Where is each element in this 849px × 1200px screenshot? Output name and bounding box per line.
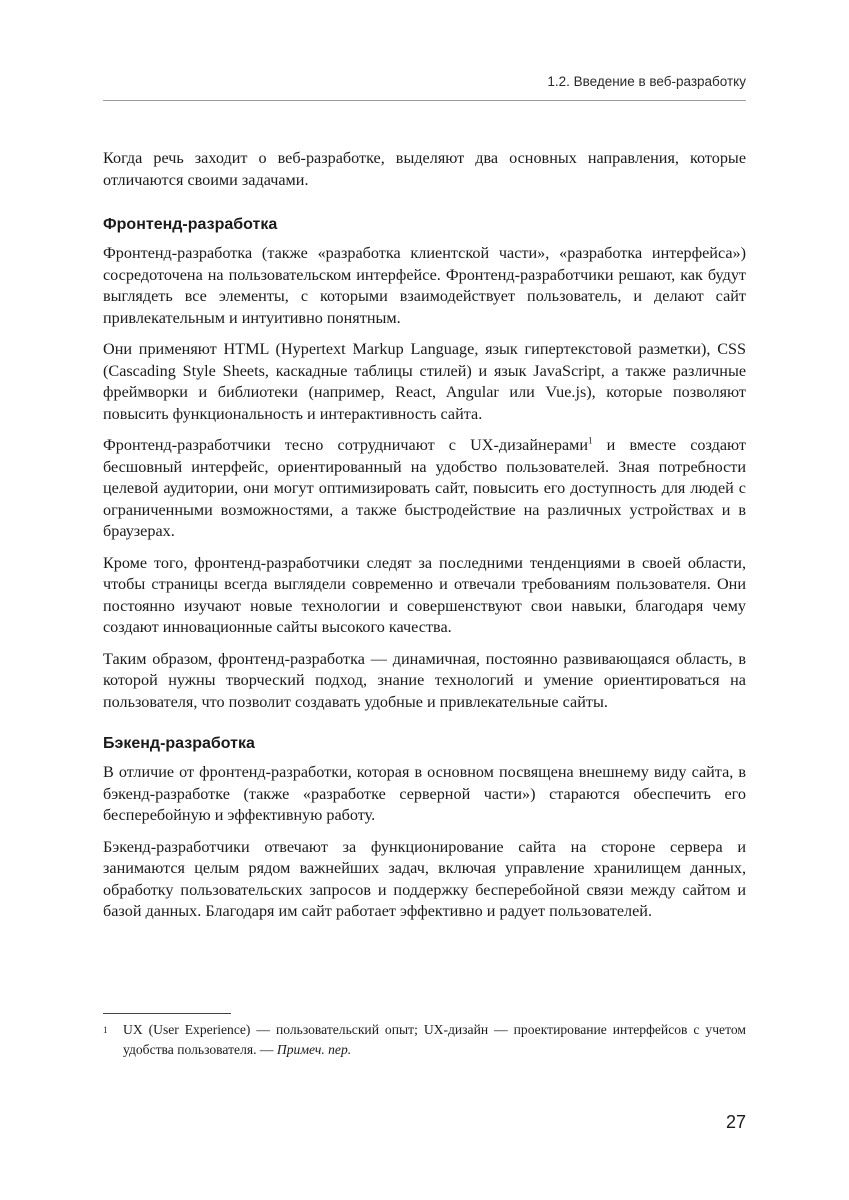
page-body — [103, 148, 746, 933]
footnote — [103, 1020, 746, 1060]
footnote-attribution: Примеч. пер. — [276, 1042, 352, 1057]
footnote-body — [123, 1020, 746, 1060]
footnote-reference: 1 — [588, 435, 593, 446]
paragraph: Таким образом, фронтенд-разработка — динамичная, постоянно развивающаяся область, в которой нужны творческий подход, знание технологий и умение ориентироваться на пользователя, что позволит создавать удобные и привлекательные сайты. — [103, 649, 746, 711]
paragraph-text: Фронтенд-разработчики тесно сотрудничают с UX-дизайнерами — [103, 436, 589, 454]
footnote-mark: 1 — [103, 1025, 108, 1035]
paragraph: В отличие от фронтенд-разработки, которая в основном посвящена внешнему виду сайта, в бэкенд-разработке (также «разработке серверной части») стараются обеспечить его бесперебойную и эффективную работу. — [103, 763, 746, 824]
running-header — [103, 70, 746, 101]
paragraph: Фронтенд-разработка (также «разработка клиентской части», «разработка интерфейса») сосредоточена на пользовательском интерфейсе. Фронтенд-разработчики решают, как будут выглядеть все элементы, с которыми взаимодействует пользователь, и делают сайт привлекательным и интуитивно понятным. — [103, 244, 746, 327]
paragraph: Они применяют HTML (Hypertext Markup Language, язык гипертекстовой разметки), CSS (Cascading Style Sheets, каскадные таблицы стилей) и язык JavaScript, а также различные фреймворки и библиотеки (например, React, Angular или Vue.js), которые позволяют повысить функциональность и интерактивность сайта. — [103, 340, 746, 423]
paragraph-text: и вместе создают бесшовный интерфейс, ориентированный на удобство пользователей. Зная потребности целевой аудитории, они могут оптимизировать сайт, повысить его доступность для людей с ограниченными возможностями, а также быстродействие на различных устройствах и в браузерах. — [103, 436, 746, 540]
intro-paragraph: Когда речь заходит о веб-разработке, выделяют два основных направления, которые отличаются своими задачами. — [103, 149, 746, 189]
section-heading-frontend: Фронтенд-разработка — [103, 216, 278, 233]
paragraph-with-footnote — [103, 435, 746, 543]
footnote-text: UX (User Experience) — пользовательский опыт; UX-дизайн — проектирование интерфейсов с учетом удобства пользователя. — — [123, 1022, 746, 1057]
paragraph: Бэкенд-разработчики отвечают за функционирование сайта на стороне сервера и занимаются целым рядом важнейших задач, включая управление хранилищем данных, обработку пользовательских запросов и поддержку бесперебойной связи между сайтом и базой данных. Благодаря им сайт работает эффективно и радует пользователей. — [103, 837, 746, 920]
running-title: 1.2. Введение в веб-разработку — [547, 74, 746, 89]
paragraph: Кроме того, фронтенд-разработчики следят за последними тенденциями в своей области, чтобы страницы всегда выглядели современно и отвечали требованиям пользователя. Они постоянно изучают новые технологии и совершенствуют свои навыки, благодаря чему создают инновационные сайты высокого качества. — [103, 553, 746, 636]
page-number: 27 — [725, 1112, 746, 1132]
section-heading-backend: Бэкенд-разработка — [103, 735, 255, 752]
footnote-divider — [103, 1013, 231, 1014]
